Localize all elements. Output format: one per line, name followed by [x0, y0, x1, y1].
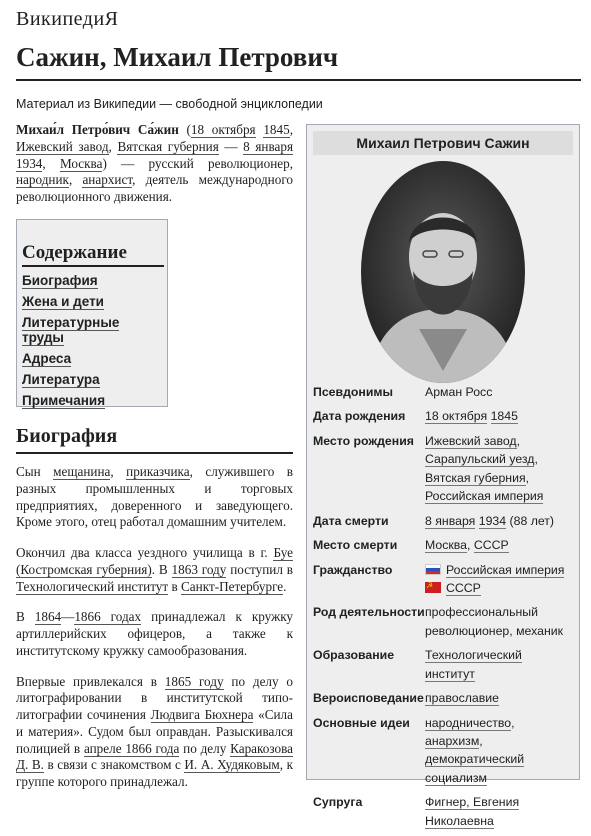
subject-name: Михаи́л Петро́вич Са́жин: [16, 122, 179, 137]
infobox-row: [313, 689, 575, 707]
link-ib-anarchism[interactable]: анархизм: [425, 734, 480, 748]
link-ib-death-day[interactable]: 8 января: [425, 513, 476, 528]
link-ib-orthodoxy[interactable]: православие: [425, 691, 499, 706]
label-spouse: Супруга: [313, 795, 363, 810]
text: —: [218, 138, 244, 154]
ussr-flag-icon: [425, 582, 441, 593]
paragraph: В 1864—1866 годах принадлежал к кружку артиллерийских офицеров, а также к институтскому кружку самообразования.: [16, 609, 294, 658]
value-birth-date: [425, 407, 575, 425]
link-1866-years[interactable]: 1866 годах: [74, 609, 142, 625]
toc-item-addresses[interactable]: Адреса: [22, 351, 72, 366]
link-ib-sarapul[interactable]: Сарапульский уезд: [425, 452, 535, 467]
value-citizenship: [425, 561, 575, 598]
link-buchner[interactable]: Людвига Бюхнера: [150, 707, 254, 723]
link-ib-birth-year[interactable]: 1845: [490, 409, 518, 424]
label-death-date: Дата смерти: [313, 513, 389, 528]
paragraph: Впервые привлекался в 1865 году по делу о литографировании в институтской типо-литографии сочинения Людвига Бюхнера «Сила и материя». Судом был оправдан. Разыскивался полицией в апреле 1866 года по делу Каракозова Д. В. в связи с знакомством с И. А. Худяковым, к группе которого принадлежал.: [16, 673, 293, 790]
link-death-year[interactable]: 1934: [16, 155, 43, 171]
infobox-row: [313, 714, 575, 788]
label-citizenship: Гражданство: [313, 562, 393, 577]
biography-text: [16, 464, 293, 805]
title-divider: [16, 79, 581, 81]
value-pseudonyms: Арман Росс: [425, 385, 493, 399]
label-education: Образование: [313, 648, 395, 663]
label-occupation: Род деятельности: [313, 605, 425, 620]
link-april-1866[interactable]: апреле 1866 года: [83, 740, 180, 756]
value-ideas: народничество, анархизм, демократический социализм: [425, 715, 525, 785]
label-death-place: Место смерти: [313, 538, 398, 553]
link-ib-empire[interactable]: Российская империя: [425, 489, 544, 504]
link-anarchist[interactable]: анархист: [82, 172, 133, 188]
infobox-title: Михаил Петрович Сажин: [313, 131, 573, 155]
link-ib-tech-institute[interactable]: Технологический институт: [425, 648, 522, 681]
link-ib-vyatka[interactable]: Вятская губерния: [425, 470, 526, 485]
infobox-row: [313, 646, 575, 683]
value-education: [425, 646, 575, 683]
link-ib-narodism[interactable]: народничество: [425, 715, 512, 730]
link-ib-birth-day[interactable]: 18 октября: [425, 409, 488, 424]
infobox-rows: [313, 383, 575, 836]
text: (: [178, 122, 191, 137]
infobox-row: [313, 561, 575, 598]
link-death-day[interactable]: 8 января: [243, 138, 294, 154]
page-tagline: Материал из Википедии — свободной энциклопедии: [16, 97, 323, 111]
link-ib-moscow[interactable]: Москва: [425, 538, 467, 553]
infobox-row: [313, 407, 575, 425]
toc-item-biography[interactable]: Биография: [22, 273, 98, 288]
link-ib-citizen-empire[interactable]: Российская империя: [446, 562, 565, 577]
label-ideas: Основные идеи: [313, 715, 410, 730]
section-title-biography: Биография: [16, 425, 118, 447]
label-religion: Вероисповедание: [313, 691, 424, 706]
link-meshchanin[interactable]: мещанина: [53, 464, 111, 479]
table-of-contents: [16, 219, 168, 407]
link-izhevsk[interactable]: Ижевский завод: [16, 138, 109, 154]
value-religion: [425, 689, 575, 707]
page-title: Сажин, Михаил Петрович: [16, 42, 339, 72]
toc-title: Содержание: [22, 242, 164, 267]
toc-item-literature[interactable]: Литература: [22, 372, 100, 387]
infobox-row: [313, 793, 575, 830]
lead-paragraph: Михаи́л Петро́вич Са́жин (18 октября 1845, Ижевский завод, Вятская губерния — 8 января 1934, Москва) — русский революционер, народник, анархист, деятель международного революционного движения.: [16, 122, 294, 205]
label-pseudonyms: Псевдонимы: [313, 385, 393, 399]
toc-item-notes[interactable]: Примечания: [22, 393, 106, 408]
text: , деятель международного революционного движения.: [16, 172, 293, 205]
text: ) — русский революционер,: [102, 155, 293, 171]
link-moscow[interactable]: Москва: [59, 155, 103, 171]
toc-item-works[interactable]: Литературные труды: [22, 315, 120, 345]
infobox-row: [313, 536, 575, 554]
russian-empire-flag-icon: [425, 564, 441, 575]
link-narodnik[interactable]: народник: [16, 172, 69, 188]
link-spb[interactable]: Санкт-Петербурге: [181, 578, 284, 594]
value-death-date: 8 января 1934 (88 лет): [425, 513, 555, 528]
wikipedia-logo[interactable]: ВикипедиЯ: [16, 8, 119, 30]
section-divider: [16, 452, 293, 454]
value-death-place: Москва, СССР: [425, 538, 509, 553]
toc-item-family[interactable]: Жена и дети: [22, 294, 104, 309]
link-ib-death-year[interactable]: 1934: [478, 513, 507, 528]
link-ib-ussr[interactable]: СССР: [473, 538, 509, 553]
portrait-photo[interactable]: [359, 159, 527, 385]
value-birth-place: Ижевский завод, Сарапульский уезд, Вятская губерния, Российская империя: [425, 433, 544, 504]
infobox-row: [313, 512, 575, 530]
paragraph: Сын мещанина, приказчика, служившего в разных промышленных и торговых предприятиях, доверенного и заведующего. Кроме этого, отец работал домашним учителем.: [16, 464, 293, 530]
link-buy[interactable]: Буе (Костромская губерния): [16, 545, 293, 577]
link-ib-citizen-ussr[interactable]: СССР: [446, 580, 481, 595]
link-ib-izhevsk[interactable]: Ижевский завод: [425, 433, 517, 448]
infobox-row: [313, 603, 575, 640]
link-karakozov[interactable]: Каракозова Д. В.: [16, 740, 293, 773]
label-birth-place: Место рождения: [313, 433, 414, 448]
link-vyatka[interactable]: Вятская губерния: [117, 138, 219, 154]
link-khudyakov[interactable]: И. А. Худяковым: [184, 757, 280, 773]
link-birth-year[interactable]: 1845: [263, 122, 290, 137]
link-1865[interactable]: 1865 году: [164, 673, 224, 689]
link-tech-institute[interactable]: Технологический институт: [16, 578, 169, 594]
infobox-row: [313, 432, 575, 506]
infobox: [306, 124, 580, 828]
link-ib-figner[interactable]: Фигнер, Евгения Николаевна: [425, 795, 520, 828]
link-ib-democratic-socialism[interactable]: демократический социализм: [425, 752, 525, 785]
infobox-row: [313, 383, 575, 401]
value-occupation: профессиональный революционер, механик: [425, 605, 564, 638]
label-birth-date: Дата рождения: [313, 409, 406, 424]
paragraph: Окончил два класса уездного училища в г. Буе (Костромская губерния). В 1863 году поступил в Технологический институт в Санкт-Петербурге.: [16, 545, 293, 594]
link-birth-day[interactable]: 18 октября: [190, 122, 256, 137]
link-1864[interactable]: 1864: [34, 609, 62, 625]
value-spouse: [425, 793, 575, 830]
link-prikazchik[interactable]: приказчика: [126, 464, 190, 479]
link-1863[interactable]: 1863 году: [171, 561, 227, 577]
